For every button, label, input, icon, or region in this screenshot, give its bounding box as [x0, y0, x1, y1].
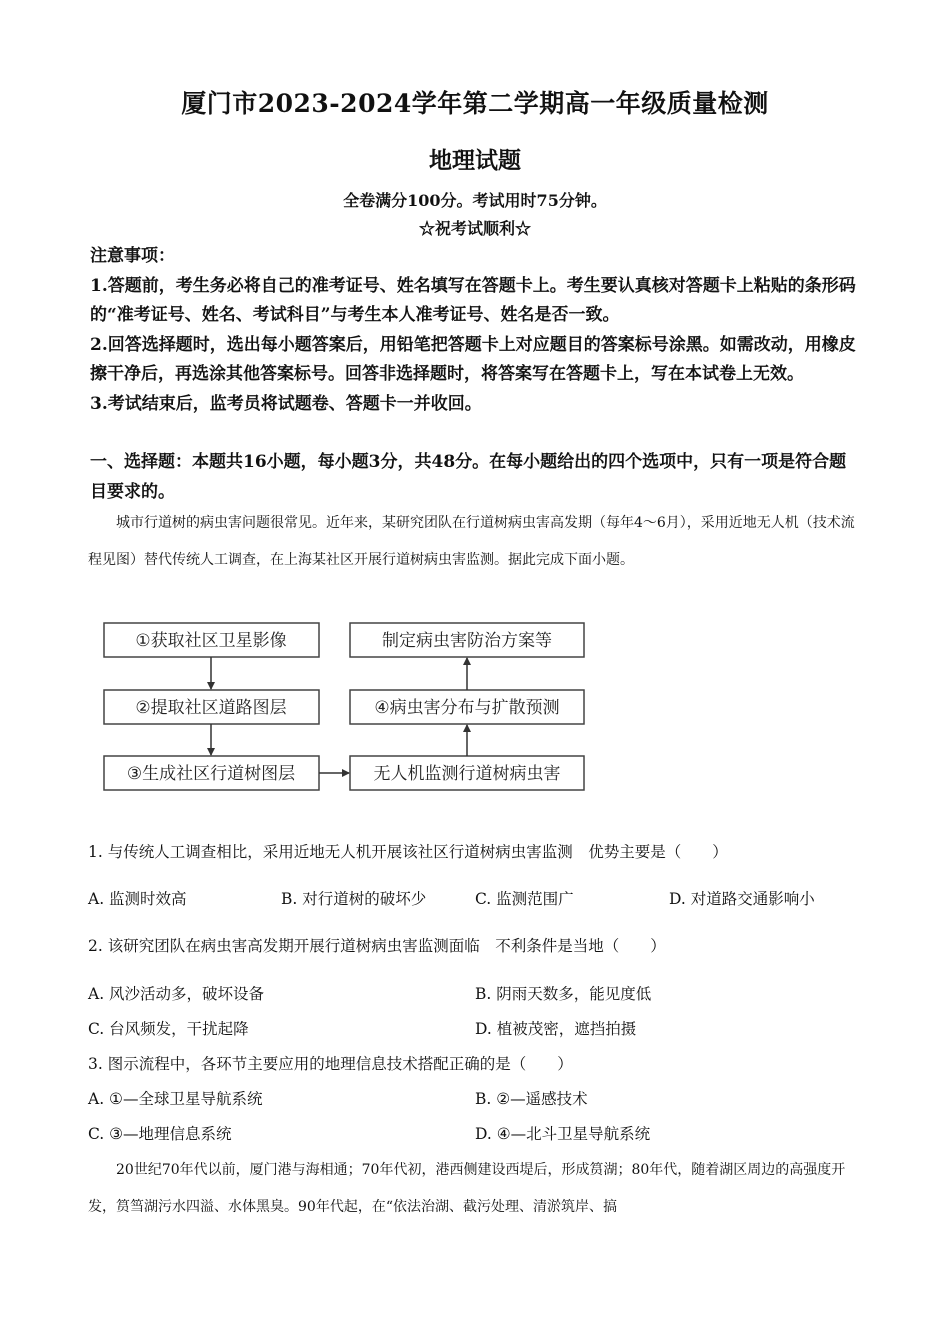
q3-option-d: D. ④—北斗卫星导航系统 [475, 1125, 651, 1143]
note-item: 1.答题前，考生务必将自己的准考证号、姓名填写在答题卡上。考生要认真核对答题卡上粘贴的条形码的“准考证号、姓名、考试科目”与考生本人准考证号、姓名是否一致。 [90, 275, 856, 325]
flow-label-step1: ①获取社区卫星影像 [135, 631, 287, 651]
notes-heading: 注意事项： [90, 246, 175, 266]
q2-option-b: B. 阴雨天数多，能见度低 [475, 985, 652, 1003]
passage-1: 城市行道树的病虫害问题很常见。近年来，某研究团队在行道树病虫害高发期（每年4～6月），采用近地无人机（技术流程见图）替代传统人工调查，在上海某社区开展行道树病虫害监测。据此完成下面小题。 [88, 515, 855, 568]
q2-option-c: C. 台风频发，干扰起降 [88, 1020, 249, 1038]
q2-option-a: A. 风沙活动多，破坏设备 [88, 985, 265, 1003]
question-3-stem: 3. 图示流程中，各环节主要应用的地理信息技术搭配正确的是（ ） [88, 1055, 573, 1073]
flowchart [100, 616, 590, 796]
note-item: 3.考试结束后，监考员将试题卷、答题卡一并收回。 [90, 393, 482, 414]
q3-option-b: B. ②—遥感技术 [475, 1090, 588, 1108]
question-2-stem: 2. 该研究团队在病虫害高发期开展行道树病虫害监测面临 不利条件是当地（ ） [88, 937, 666, 955]
exam-wish: ☆祝考试顺利☆ [418, 219, 531, 238]
q1-option-a: A. 监测时效高 [88, 890, 187, 908]
flow-label-step3: ③生成社区行道树图层 [126, 764, 296, 784]
flow-label-plan: 制定病虫害防治方案等 [382, 631, 552, 651]
flow-label-drone: 无人机监测行道树病虫害 [373, 764, 561, 784]
q2-option-d: D. 植被茂密，遮挡拍摄 [475, 1020, 637, 1038]
q1-option-b: B. 对行道树的破坏少 [281, 890, 427, 908]
q1-option-c: C. 监测范围广 [475, 890, 574, 908]
q3-option-c: C. ③—地理信息系统 [88, 1125, 232, 1143]
flow-label-step2: ②提取社区道路图层 [135, 698, 287, 718]
exam-title: 厦门市2023-2024学年第二学期高一年级质量检测 [181, 89, 769, 118]
q3-option-a: A. ①—全球卫星导航系统 [88, 1090, 263, 1108]
notes-section [90, 242, 860, 419]
flow-label-step4: ④病虫害分布与扩散预测 [374, 698, 560, 718]
note-item: 2.回答选择题时，选出每小题答案后，用铅笔把答题卡上对应题目的答案标号涂黑。如需改动，用橡皮擦干净后，再选涂其他答案标号。回答非选择题时，将答案写在答题卡上，写在本试卷上无效。 [90, 334, 856, 384]
question-1-stem: 1. 与传统人工调查相比，采用近地无人机开展该社区行道树病虫害监测 优势主要是（ ） [88, 843, 728, 861]
section-heading: 一、选择题：本题共16小题，每小题3分，共48分。在每小题给出的四个选项中，只有一项是符合题目要求的。 [90, 452, 847, 502]
exam-info: 全卷满分100分。考试用时75分钟。 [343, 191, 607, 210]
q1-option-d: D. 对道路交通影响小 [669, 890, 815, 908]
passage-2: 20世纪70年代以前，厦门港与海相通；70年代初，港西侧建设西堤后，形成筼湖；80年代，随着湖区周边的高强度开发，筼筜湖污水四溢、水体黑臭。90年代起，在“依法治湖、截污处理、清淤筑岸、搞 [88, 1162, 846, 1215]
subject-title: 地理试题 [429, 147, 521, 174]
